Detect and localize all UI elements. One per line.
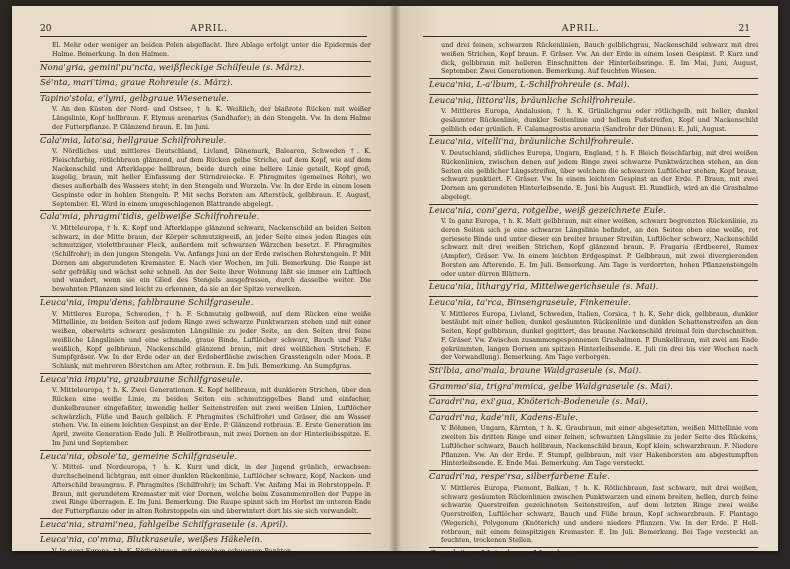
entry-divider bbox=[429, 78, 758, 79]
species-description: V. An den Küsten der Nord- und Ostsee, † h. K. Weißlich, der blaßrote Rücken mit weißer Längslinie, Kopf hellbraun. F. Elymus arenarius (Sandhafer); in den Stengeln. Vw. In dem Halme der Futterpflanze. P. Glänzend braun. E. Im Juni. bbox=[52, 105, 371, 131]
right-page-header bbox=[423, 24, 750, 37]
species-description: V. Mittleres und nördliches Europa, † h. K. Rotbraun oder graubraun, auf dem bbox=[441, 560, 695, 569]
species-entry bbox=[40, 92, 371, 132]
species-entry bbox=[40, 518, 371, 532]
species-description: V. Nördliches und mittleres Deutschland, Livland, Dänemark, Balearen, Schweden †. K. Fleischfarbig, rötlichbraun glänzend, auf dem Rücken gelbe Striche, auf dem Kopf, wie auf dem Nackenschild und Afterklappe hellbraun, beide durch eine hellere Linie geteilt, Kopf groß, kugelig, braun, mit heller Einfassung der Stirndreiecke. F. Phragmites (gemeines Rohr), wo dieses außerhalb des Wassers steht; in den Stengeln und Wurzeln. Vw. In der Erde in einem losen Gespinste oder in hohlen Stengeln. P. Mit sechs Borsten am Afterstück, gelbbraun. E. August, September. El. Wird in einem umgeschlagenen Blattrande abgelegt. bbox=[52, 147, 371, 208]
species-name: Leuca'nia, L-a'lbum, L-Schilfrohreule (s. Mai). bbox=[429, 80, 630, 90]
species-name: Leuca'nia, vitelli'na, bräunliche Schilfrohreule. bbox=[429, 137, 634, 148]
entry-divider bbox=[40, 76, 371, 77]
species-entry bbox=[40, 296, 371, 371]
entry-divider bbox=[40, 518, 371, 519]
species-entry bbox=[40, 450, 371, 516]
species-description: V. Mittleres Europa, Andalusien, † h. K. Grünlichgrau oder rötlichgelb, mit heller, dunkel gesäumter Rückenlinie, dunkler Seitenlinie und hellem Fußstreifen, Kopf und Nackenschild gelblich oder grünlich. F. Calamagrostis arenaria (Sandrohr der Dünen). E. Juli, August. bbox=[441, 107, 758, 133]
species-name: Cala'mia, lato'sa, hellgraue Schilfrohreule. bbox=[40, 135, 227, 146]
right-page bbox=[395, 6, 778, 569]
entry-divider bbox=[429, 380, 758, 381]
right-page-text bbox=[429, 41, 758, 569]
species-name: Caradri'na, respe'rsa, silberfarbene Eule. bbox=[429, 472, 610, 483]
entry-divider bbox=[40, 296, 371, 297]
species-name: Leuca'nia, strami'nea, fahlgelbe Schilfgraseule (s. April). bbox=[40, 519, 289, 530]
species-entry bbox=[429, 41, 758, 76]
entry-divider bbox=[429, 135, 758, 136]
entry-divider bbox=[429, 296, 758, 297]
species-description: V. Mittel- und Nordeuropa, † h. K. Kurz und dick, in der Jugend grünlich, erwachsen: durchscheinend lichtgrau, mit einer dunklen Rückenlinie, Luftlöcher schwarz, Kopf, Nacken- und Afterschild braungrau. F. Phragmites (Schilfrohr); im Schaft. Vw. Anfang Mai in Rohrstoppeln. P. Braun, mit gerundetem Kremaster mit vier Dornen, welche beim Zusammenrollen der Puppe in zwei Ringe überragen. E. Im Juni. Bemerkung. Die Raupe spinnt sich im Herbst im unteren Ende der Futterpflanze oder in alten Rohrstoppeln ein und überwintert dort bis sie sich verwandelt. bbox=[52, 463, 371, 515]
entry-divider bbox=[429, 470, 758, 471]
species-name: Leuca'nia, lithargy'ria, Mittelwegerichseule (s. Mai). bbox=[429, 282, 659, 293]
entry-divider bbox=[40, 61, 371, 62]
species-name: Sti'lbia, ano'mala, braune Waldgraseule (s. Mai). bbox=[429, 366, 642, 377]
page-running-title: APRIL. bbox=[190, 24, 229, 34]
page-number: 20 bbox=[40, 24, 52, 34]
page-running-title: APRIL. bbox=[561, 24, 600, 34]
species-description: V. Mitteleuropa, † h. K. Zwei Generationen. K. Kopf hellbraun, mit dunkleren Strichen, über den Rücken eine weiße Linie, zu beiden Seiten ein schmutziggelbes Band und einfacher, dunkelbrauner eingefaßter, inwendig heller Seitenstreifen mit zwei weißen Linien, Luftlöcher schwärzlich, Füße und Bauch gelblich. F. Phragmites (Schilfrohr) und Gräser, die am Wasser stehen. Vw. In einem leichten Gespinst an der Erde. P. Glänzend rotbraun. E. Erste Generation im April, zweite Generation Ende Juli. P. Hellrotbraun, mit zwei Dornen an der Hinterleibsspitze. E. Im Juni und September. bbox=[52, 386, 371, 447]
species-name: Caradri'na, kade'nii, Kadens-Eule. bbox=[429, 412, 578, 423]
species-name: Leuca'nia, obsole'ta, gemeine Schilfgraseule. bbox=[40, 451, 238, 462]
species-description: V. Mittleres Europa, Schweden, † h. F. Schmutzig gelbweiß, auf dem Rücken eine weiße Mittellinie, zu beiden Seiten auf jedem Ringe zwei schwarze Punktwarzen stehen und mit einer weißen, oberwärts schwarz gesäumten Längslinie zu jeder Seite, an den Seiten drei feine weißliche Längslinien und eine schmale, graue Binde, Luftlöcher schwarz, Bauch und Füße weißlich, Kopf gelbbraun, Nackenschild glänzend braun, mit drei weißlichen Strichen. F. Sumpfgräser. Vw. In der Erde oder an der Erdoberfläche zwischen Grasstengeln oder Moos. P. Schlank, mit mehreren Börstchen am After, rotbraun. E. Im Juli. Bemerkung. An Sumpfgras. bbox=[52, 309, 371, 371]
book-gutter bbox=[389, 6, 401, 551]
open-book bbox=[12, 6, 778, 569]
species-description: V. In ganz Europa, † h. K. Matt gelbbraun, mit einer weißen, schwarz begrenzten Rückenlinie, zu deren Seiten sich je eine schwarze Längslinie befindet, an den Seiten oben eine weiße, rot geriesete Binde und unter dieser ein breiter brauner Streifen, Luftlöcher schwarz, Nackenschild schwarz mit drei weißen Strichen, Kopf glänzend braun. F. Fragaria (Erdbeere), Rumex (Ampfer), Gräser. Vw. In einem leichten Erdgespinst. P. Gelbbraun, mit zwei divergierenden Borsten am Afterende. E. Im Juli. Bemerkung. Am Tage is verdorrten, hohen Pflanzenstengeln oder unter dürren Blättern. bbox=[441, 217, 758, 278]
species-description: und drei feinen, schwarzen Rückenlinien, Bauch gelblichgrau, Nackenschild schwarz mit drei weißen Strichen, Kopf braun. F. Gräser. Vw. An der Erde in einem losen Gespinst. P. Kurz und dick, gelbbraun mit helleren Einschnitten der Hinterleibsringe. E. Im Mai, Juni, August, September. Zwei Generationen. Bemerkung. Auf feuchten Wiesen. bbox=[441, 41, 758, 76]
left-page bbox=[12, 6, 395, 555]
species-name: Leuca'nia, littora'lis, bräunliche Schilfrohreule. bbox=[429, 95, 636, 106]
species-entry bbox=[40, 76, 371, 90]
species-entry bbox=[429, 411, 758, 468]
entry-divider bbox=[429, 204, 758, 205]
species-name: Leuca'nia, coni'gera, rotgelbe, weiß gezeichnete Eule. bbox=[429, 205, 666, 216]
species-entry bbox=[40, 373, 371, 448]
entry-divider bbox=[429, 411, 758, 412]
species-description: El. Mehr oder weniger an beiden Polen abgeflacht. Ihre Ablage erfolgt unter die Epidermis der Halme. Bemerkung. In den Halmen. bbox=[52, 41, 371, 58]
species-entry bbox=[429, 78, 758, 92]
species-name: Nona'gria, gemini'pu'ncta, weißfleckige Schilfeule (s. März). bbox=[40, 62, 305, 73]
species-entry bbox=[429, 135, 758, 201]
species-entry bbox=[429, 94, 758, 134]
page-number: 21 bbox=[738, 24, 750, 34]
species-entry bbox=[429, 280, 758, 294]
species-entry bbox=[429, 470, 758, 545]
entry-divider bbox=[40, 210, 371, 211]
species-name: Caradri'na, Mo'rpheus, Morpheus. bbox=[429, 549, 580, 560]
species-description: V. Deutschland, südliches Europa, Ungarn, England, † h. F. Bleich fleischfarbig, mit drei weißen Rückenlinien, zwischen denen auf jedem Ringe zwei schwarze Punktwärzchen stehen, an den Seiten ein gelblicher Längsstreifen, über welchem die schwarzen Luftlöcher stehen, Kopf braun, schwarz punktiert. F. Gräser. Vw. In einem leichten Gespinst an der Erde. P. Braun, mit zwei Dornen am gerundeten Hinterleibsende. E. Juni bis August. El. Rundlich, wird an die Grashalme abgelegt. bbox=[441, 149, 758, 201]
species-entry bbox=[429, 380, 758, 394]
species-name: Caradri'na, exi'gua, Knöterich-Bodeneule (s. Mai). bbox=[429, 397, 648, 408]
entry-divider bbox=[40, 373, 371, 374]
species-name: Leuca'nia, co'mma, Blutkraseule, weißes Häkelein. bbox=[40, 535, 263, 546]
entry-divider bbox=[429, 94, 758, 95]
entry-divider bbox=[429, 364, 758, 365]
species-entry bbox=[40, 210, 371, 294]
species-name: Sé'nta, mari'tima, graue Rohreule (s. März). bbox=[40, 78, 233, 89]
species-description: V. Mittleres Europa, Piemont, Balkan, † h. K. Rötlichbraun, fast schwarz, mit drei weißen, schwarz gesäumten Rückenlinien zwischen Punktwarzen und einem breiten, hellen, durch feine schwarze Querstreifen gezeichneten Seitenstreifen, auf dem letzten Ringe zwei weiße Querstreifen, Luftlöcher schwarz, Bauch und Füße braun, Kopf schwarzbraun. F. Plantago (Wegerich), Polygonum (Knöterich) und andere niedere Pflanzen. Vw. In der Erde. P. Hell-rotbraun, mit einem feinspitzigen Kremaster. E. Im Juli. Bemerkung. Bei Tage versteckt an feuchten, trockenen Stellen. bbox=[441, 483, 758, 545]
entry-divider bbox=[40, 450, 371, 451]
species-description: V. Mittleres Europa, Livland, Schweden, Italien, Corsica, † h. K. Sehr dick, gelbbraun, dunkler bestäubt mit einer hellen, dunkel gesäumten Rückenlinie und dunklen Schattenstreifen an den Seiten, Kopf gelbbraun, dunkel gegittert, das braune Nackenschild dreimal fein durchschnitten. F. Gräser. Vw. Zwischen zusammengesponnenen Grashalmen. P. Dunkelbraun, mit zwei am Ende gekrümmten, langen Dornen am spitzen Hinterleibsende. E. Juli (in drei bis vier Wochen nach der Verwandlung). Bemerkung. Am Tage verborgen. bbox=[441, 309, 758, 362]
species-name: Cala'mia, phragmi'tidis, gelbweiße Schilfrohreule. bbox=[40, 212, 260, 223]
entry-divider bbox=[40, 134, 371, 135]
species-entry bbox=[429, 204, 758, 279]
species-entry bbox=[429, 296, 758, 362]
species-description: V. Böhmen, Ungarn, Kärnten, † h. K. Graubraun, mit einer abgesetzten, weißen Mittellinie vom zweiten bis dritten Ringe und einer feinen, schwarzen Längslinie zu jeder Seite des Rückens, Luftlöcher schwarz, Bauch hellbraun, Nackenschild braun, Kopf klein, schwarzbraun. F. Niedere Pflanzen. Vw. An der Erde. P. Stumpf, gelbbraun, mit vier Hakenborsten am abgestumpften Hinterleibsende. E. Ende Mai. Bemerkung. Am Tage versteckt. bbox=[441, 424, 758, 468]
species-entry bbox=[40, 61, 371, 75]
species-entry bbox=[40, 533, 371, 555]
species-entry bbox=[429, 364, 758, 378]
species-entry bbox=[429, 395, 758, 409]
species-name: Leuca'nia, impu'dens, fahlbraune Schilfgraseule. bbox=[40, 297, 254, 308]
left-page-header bbox=[40, 24, 367, 37]
entry-divider bbox=[40, 533, 371, 534]
entry-divider bbox=[429, 547, 758, 548]
species-description: V. Mitteleuropa, † h. K. Kopf und Afterklappe glänzend schwarz, Nackenschild an beiden Seiten schwarz, in der Mitte braun, der Körper schmutzigweiß, an jeder Seite eines jeden Ringes ein schmutziger, violettbrauner Fleck, außerdem mit schwarzen Wärzchen besetzt. F. Phragmites (Schilfrohr); in den jungen Stengeln. Vw. Anfangs Juni an der Erde zwischen Rohrstengeln. P. Mit Dornen am abgerundeten Kremaster. E. Nach vier Wochen, im Juli. Bemerkung. Die Raupe ist sehr gefräßig und wächst sehr schnell. An der Seite ihrer Wohnung läßt sie immer ein Luftloch und wandert, wenn sie ein Glied des Stengels ausgefressen, durch dasselbe weiter. Die bewohnten Pflanzen sind leicht zu erkennen, da sie an der Spitze verwelken. bbox=[52, 223, 371, 294]
species-name: Leuca'nia, ta'rca, Binsengraseule, Finkeneule. bbox=[429, 297, 631, 308]
species-name: Leuca'nia impu'ra, graubraune Schilfgraseule. bbox=[40, 374, 243, 385]
species-entry bbox=[40, 41, 371, 59]
entry-divider bbox=[40, 92, 371, 93]
left-page-text bbox=[40, 41, 371, 555]
species-name: Grammo'sia, trigra'mmica, gelbe Waldgraseule (s. Mai). bbox=[429, 381, 673, 392]
species-entry bbox=[429, 547, 758, 569]
species-description: V. In ganz Europa, † h. K. Rötlichbraun, mit einzelnen schwarzen Punkten bbox=[52, 546, 292, 555]
species-name: Tapino'stola, e'lymi, gelbgraue Wieseneule. bbox=[40, 93, 229, 104]
species-entry bbox=[40, 134, 371, 209]
